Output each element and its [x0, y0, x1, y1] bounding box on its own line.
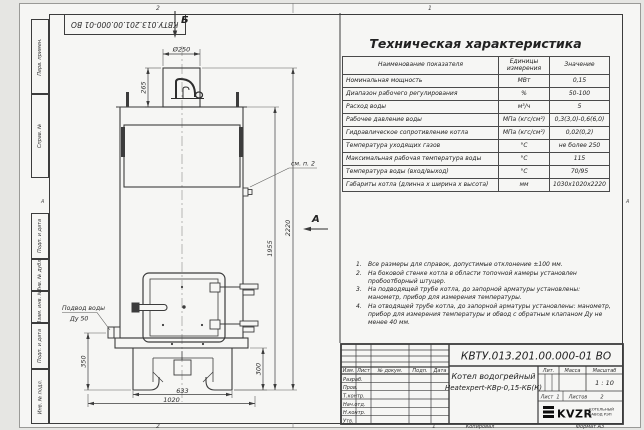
note-item: [356, 303, 614, 326]
water-inlet-label-2: Ду 50: [70, 315, 89, 323]
spec-row: [343, 140, 610, 153]
spec-cell-units: МПа (кгс/см²): [499, 127, 550, 140]
zone-mark: 1: [432, 423, 436, 430]
dim-2220: 2220: [284, 219, 292, 237]
margin-box-vzam-inv: [31, 291, 49, 323]
margin-box-podp-data-1: [31, 213, 49, 259]
note-text: На подводящей трубе котла, до запорной арматуры установлены: манометр, прибор для измерения температуры.: [368, 286, 581, 302]
note-text: На отводящей трубе котла, до запорной арматуры установлены: манометр, прибор для измерения температуры и обвод с обратным клапаном Ду не менее 40 мм.: [368, 302, 611, 326]
water-inlet-label-1: Подвод воды: [62, 305, 105, 312]
spec-table-title: Техническая характеристика: [369, 36, 582, 51]
margin-box-podp-data-2: [31, 323, 49, 369]
spec-cell-units: м³/ч: [499, 101, 550, 114]
col-podp: Подп.: [412, 368, 428, 374]
margin-label: Инв. № подл.: [37, 379, 43, 414]
spec-cell-name: Расход воды: [343, 101, 499, 114]
product-name-line2: Heatexpert-КВр-0,15-КБ(К): [444, 384, 543, 392]
spec-cell-name: Диапазон рабочего регулирования: [343, 88, 499, 101]
role-razrab: Разраб.: [343, 376, 363, 383]
spec-cell-units: МВт: [499, 75, 550, 88]
spec-cell-value: 50-100: [550, 88, 610, 101]
view-a-label: А: [312, 214, 320, 225]
scale-label: Масштаб: [592, 368, 617, 374]
spec-cell-name: Рабочее давление воды: [343, 114, 499, 127]
center-mark: А: [41, 199, 45, 205]
company-sub2: ЗАВОД РЭП: [589, 411, 612, 417]
spec-table: [342, 56, 610, 192]
copied-label: Копировал: [465, 424, 495, 430]
note-text: На боковой стенке котла в области топочной камеры установлен пробоотборный штуцер.: [368, 269, 577, 285]
note-number: 2.: [356, 269, 362, 277]
role-utv: Утв.: [343, 418, 354, 425]
dim-1020: 1020: [163, 395, 180, 404]
format-label: Формат А3: [575, 424, 605, 430]
spec-header-name: Наименование показателя: [343, 57, 499, 75]
role-nachotd: Нач.отд.: [343, 401, 366, 408]
margin-label: Подп. и дата: [37, 328, 43, 364]
spec-row: [343, 127, 610, 140]
dim-265: 265: [139, 81, 148, 94]
col-izm: Изм.: [342, 368, 355, 374]
spec-cell-units: °С: [499, 140, 550, 153]
callout-see-note: см. п. 2: [291, 160, 315, 168]
dim-300: 300: [254, 362, 263, 376]
spec-header-units: Единицы измерения: [499, 57, 550, 75]
col-data: Дата: [433, 368, 447, 374]
lit-label: Лит.: [542, 368, 555, 374]
margin-label: Перв. примен.: [37, 37, 44, 76]
note-number: 1.: [356, 261, 362, 268]
spec-header-row: [343, 57, 610, 75]
spec-cell-value: 5: [550, 101, 610, 114]
sheets-value: 2: [600, 394, 604, 401]
spec-header-value: Значение: [550, 57, 610, 75]
spec-row: [343, 114, 610, 127]
title-doc-number: КВТУ.013.201.00.000-01 ВО: [460, 350, 612, 363]
dim-1955: 1955: [266, 240, 274, 257]
spec-row: [343, 179, 610, 192]
spec-cell-units: мм: [499, 179, 550, 192]
spec-cell-value: 1030х1020х2220: [550, 179, 610, 192]
note-item: [356, 286, 614, 302]
spec-cell-units: °С: [499, 166, 550, 179]
note-number: 4.: [356, 302, 362, 310]
zone-mark: 2: [156, 423, 160, 430]
dim-633: 633: [176, 386, 189, 395]
role-nkontr: Н.контр.: [343, 410, 366, 417]
note-item: [356, 261, 614, 269]
role-prov: Пров.: [343, 385, 358, 392]
spec-cell-name: Гидравлическое сопротивление котла: [343, 127, 499, 140]
margin-box-inv-podl: [31, 369, 49, 424]
doc-number-box-rotated: [64, 14, 186, 35]
dim-d250: Ø250: [172, 45, 191, 54]
doc-number-rotated: КВТУ.013.201.00.000-01 ВО: [71, 20, 179, 29]
spec-cell-units: МПа (кгс/см²): [499, 114, 550, 127]
center-mark: А: [626, 199, 630, 205]
spec-cell-name: Максимальная рабочая температура воды: [343, 153, 499, 166]
spec-cell-units: °С: [499, 153, 550, 166]
margin-label: Инв. № дубл.: [37, 257, 43, 293]
notes-list: [356, 261, 614, 327]
spec-cell-name: Температура воды (вход/выход): [343, 166, 499, 179]
sheets-label: Листов: [568, 394, 588, 401]
spec-cell-value: 0,15: [550, 75, 610, 88]
spec-row: [343, 75, 610, 88]
mass-label: Масса: [564, 368, 581, 374]
spec-cell-name: Температура уходящих газов: [343, 140, 499, 153]
margin-box-perv-primen: [31, 19, 49, 94]
view-b-label: Б: [181, 15, 189, 26]
spec-cell-name: Номинальная мощность: [343, 75, 499, 88]
sheet-label: Лист: [540, 394, 554, 401]
spec-cell-value: 115: [550, 153, 610, 166]
col-list: Лист: [357, 368, 370, 374]
spec-cell-value: 70/95: [550, 166, 610, 179]
sheet-value: 1: [556, 394, 560, 401]
spec-cell-name: Габариты котла (длинна х ширина х высота): [343, 179, 499, 192]
note-text: Все размеры для справок, допустимые отклонение ±100 мм.: [368, 261, 563, 268]
spec-cell-value: 0,02(0,2): [550, 127, 610, 140]
margin-label: Справ. №: [37, 123, 44, 149]
spec-row: [343, 88, 610, 101]
margin-box-sprav-no: [31, 94, 49, 178]
note-item: [356, 270, 614, 286]
zone-mark: 1: [428, 5, 432, 12]
role-tkontr: Т.контр.: [343, 393, 365, 400]
company-sub1: КОТЕЛЬНЫЙ: [589, 406, 614, 412]
dim-350: 350: [79, 355, 88, 368]
company-name: KVZR: [557, 407, 593, 421]
spec-cell-units: %: [499, 88, 550, 101]
scale-value: 1 : 10: [595, 379, 614, 387]
spec-row: [343, 166, 610, 179]
margin-label: Подп. и дата: [37, 218, 43, 254]
spec-row: [343, 153, 610, 166]
margin-label: Взам. инв. №: [37, 290, 44, 324]
drawing-sheet: [19, 3, 641, 428]
note-number: 3.: [356, 286, 362, 294]
spec-row: [343, 101, 610, 114]
spec-cell-value: не более 250: [550, 140, 610, 153]
margin-box-inv-dubl: [31, 259, 49, 291]
spec-cell-value: 0,3(3,0)-0,6(6,0): [550, 114, 610, 127]
zone-mark: 2: [156, 5, 160, 12]
product-name-line1: Котел водогрейный: [451, 372, 536, 381]
col-ndoc: № докум.: [377, 368, 403, 374]
